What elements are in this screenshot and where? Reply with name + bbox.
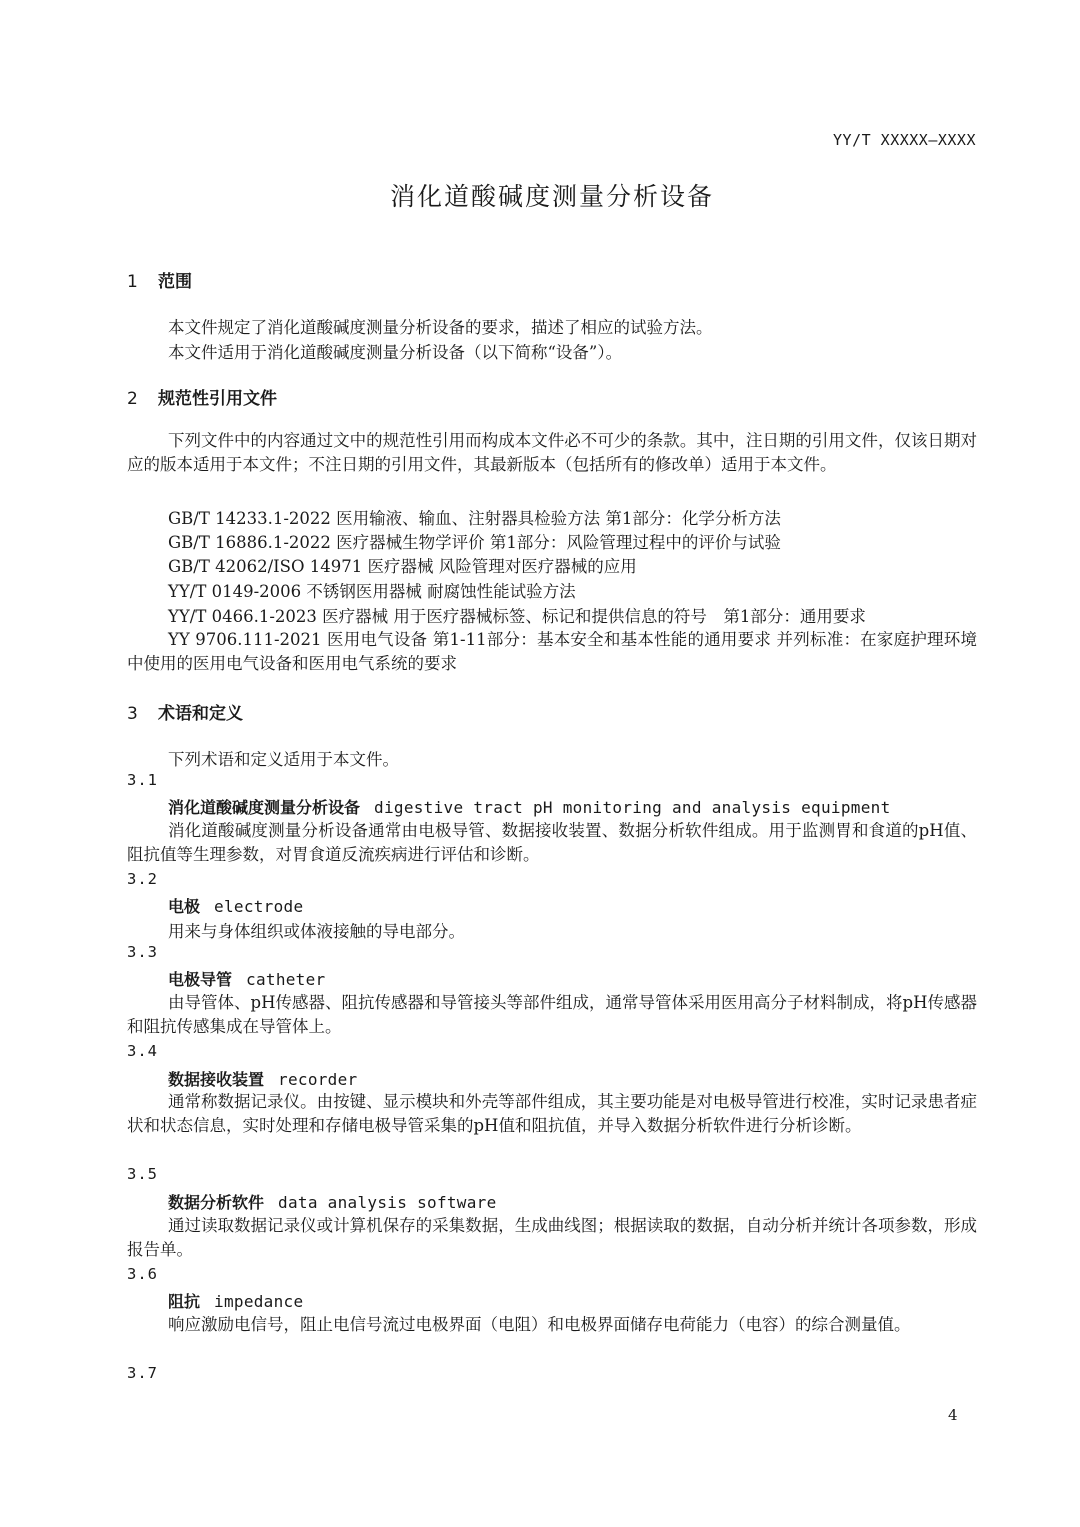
term-definition: 由导管体、pH传感器、阻抗传感器和导管接头等部件组成，通常导管体采用医用高分子材料制成，将pH传感器和阻抗传感集成在导管体上。	[127, 993, 977, 1036]
section-heading-terms	[127, 699, 243, 724]
term-definition: 通常称数据记录仪。由按键、显示模块和外壳等部件组成，其主要功能是对电极导管进行校准，实时记录患者症状和状态信息，实时处理和存储电极导管采集的pH值和阻抗值，并导入数据分析软件进行分析诊断。	[127, 1092, 977, 1135]
term-number: 3.1	[127, 771, 158, 789]
term-number: 3.7	[127, 1364, 158, 1382]
term-english: data analysis software	[278, 1193, 497, 1212]
section-title: 术语和定义	[158, 704, 243, 724]
term-number: 3.4	[127, 1042, 158, 1060]
reference-item: GB/T 42062/ISO 14971 医疗器械 风险管理对医疗器械的应用	[168, 557, 637, 576]
section-title: 规范性引用文件	[158, 389, 277, 409]
term-number: 3.2	[127, 870, 158, 888]
scope-paragraph-1: 本文件规定了消化道酸碱度测量分析设备的要求，描述了相应的试验方法。	[168, 318, 713, 337]
reference-item: YY 9706.111-2021 医用电气设备 第1-11部分：基本安全和基本性能的通用要求 并列标准：在家庭护理环境中使用的医用电气设备和医用电气系统的要求	[127, 630, 977, 673]
term-chinese: 电极	[168, 897, 201, 916]
term-heading	[168, 1289, 303, 1312]
term-definition: 消化道酸碱度测量分析设备通常由电极导管、数据接收装置、数据分析软件组成。用于监测胃和食道的pH值、阻抗值等生理参数，对胃食道反流疾病进行评估和诊断。	[127, 821, 977, 864]
page-number: 4	[948, 1406, 958, 1424]
term-english: electrode	[214, 897, 304, 916]
reference-item: GB/T 14233.1-2022 医用输液、输血、注射器具检验方法 第1部分：化学分析方法	[168, 509, 781, 528]
references-intro: 下列文件中的内容通过文中的规范性引用而构成本文件必不可少的条款。其中，注日期的引用文件，仅该日期对应的版本适用于本文件；不注日期的引用文件，其最新版本（包括所有的修改单）适用于本文件。	[127, 431, 977, 474]
scope-paragraph-2: 本文件适用于消化道酸碱度测量分析设备（以下简称“设备”）。	[168, 343, 623, 362]
term-english: catheter	[246, 970, 326, 989]
term-number: 3.5	[127, 1165, 158, 1183]
term-chinese: 消化道酸碱度测量分析设备	[168, 798, 361, 817]
term-chinese: 数据分析软件	[168, 1193, 265, 1212]
term-english: digestive tract pH monitoring and analysis equipment	[374, 798, 891, 817]
term-heading	[168, 1067, 357, 1090]
term-number: 3.6	[127, 1265, 158, 1283]
section-heading-scope	[127, 267, 192, 292]
term-chinese: 电极导管	[168, 970, 233, 989]
term-definition: 响应激励电信号，阻止电信号流过电极界面（电阻）和电极界面储存电荷能力（电容）的综合测量值。	[168, 1315, 911, 1334]
term-heading	[168, 795, 891, 818]
term-heading	[168, 967, 325, 990]
document-title: 消化道酸碱度测量分析设备	[389, 182, 714, 211]
term-number: 3.3	[127, 943, 158, 961]
term-english: recorder	[278, 1070, 358, 1089]
reference-item: YY/T 0149-2006 不锈钢医用器械 耐腐蚀性能试验方法	[168, 582, 576, 601]
section-heading-references	[127, 384, 277, 409]
standard-code: YY/T XXXXX—XXXX	[833, 131, 976, 149]
section-number: 1	[127, 272, 138, 292]
term-english: impedance	[214, 1292, 304, 1311]
terms-intro: 下列术语和定义适用于本文件。	[168, 750, 399, 769]
reference-item: GB/T 16886.1-2022 医疗器械生物学评价 第1部分：风险管理过程中的评价与试验	[168, 533, 781, 552]
section-number: 2	[127, 389, 138, 409]
section-number: 3	[127, 704, 138, 724]
reference-item: YY/T 0466.1-2023 医疗器械 用于医疗器械标签、标记和提供信息的符号 第1部分：通用要求	[168, 607, 866, 626]
term-definition: 用来与身体组织或体液接触的导电部分。	[168, 922, 465, 941]
term-heading	[168, 894, 303, 917]
section-title: 范围	[158, 272, 192, 292]
term-chinese: 数据接收装置	[168, 1070, 265, 1089]
term-heading	[168, 1190, 497, 1213]
term-definition: 通过读取数据记录仪或计算机保存的采集数据，生成曲线图；根据读取的数据，自动分析并统计各项参数，形成报告单。	[127, 1216, 977, 1259]
term-chinese: 阻抗	[168, 1292, 201, 1311]
